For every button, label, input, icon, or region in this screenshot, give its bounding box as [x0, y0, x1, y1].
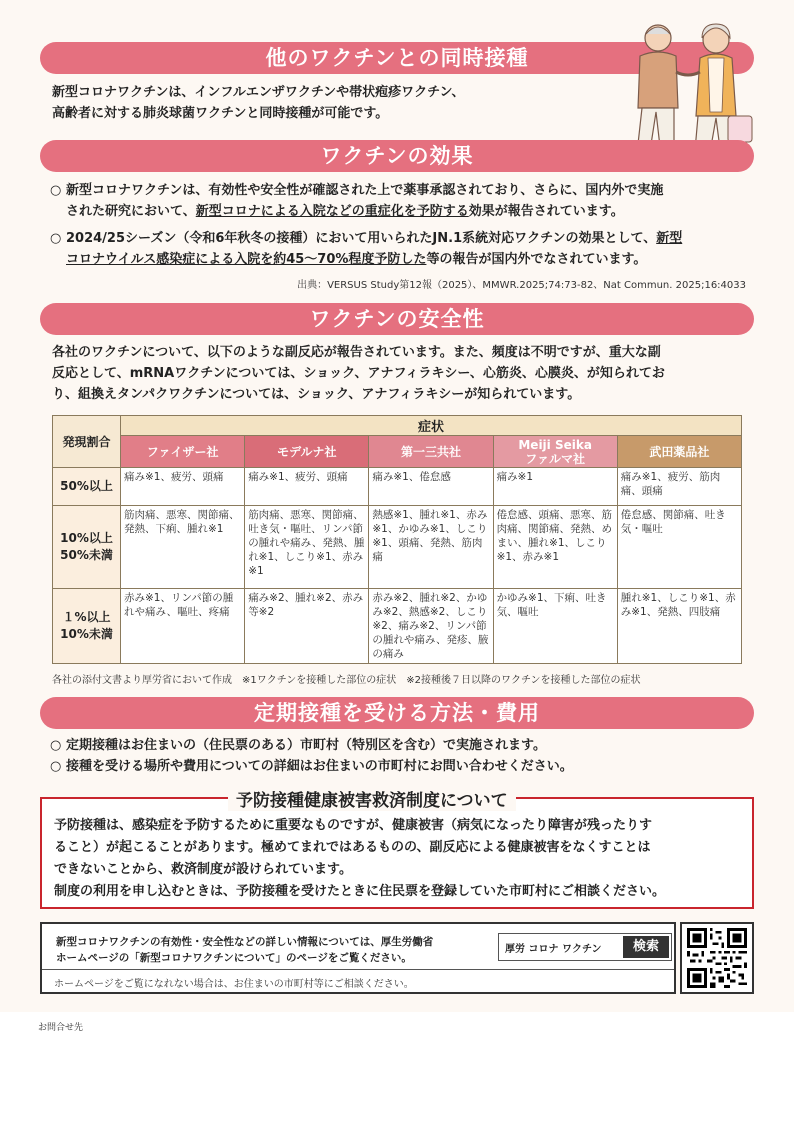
table-row [53, 589, 742, 664]
safety-text-line2: 反応として、mRNAワクチンについては、ショック、アナフィラキシー、心筋炎、心膜炎、が知られてお [52, 366, 665, 381]
effect-bullet-2-line1 [66, 228, 682, 249]
symptom-cell: 倦怠感、頭痛、悪寒、筋肉痛、関節痛、発熱、めまい、腫れ※1、しこり※1、赤み※1 [493, 506, 617, 589]
side-effects-table [52, 415, 742, 664]
symptom-cell: 赤み※2、腫れ※2、かゆみ※2、熱感※2、しこり※2、痛み※2、リンパ節の腫れや痛み、発疹、腋の痛み [369, 589, 493, 664]
bullet-circle-icon: ○ [50, 759, 62, 774]
rate-label: 10%以上 [60, 531, 113, 545]
relief-title: 予防接種健康被害救済制度について [228, 786, 516, 811]
company-header-pfizer: ファイザー社 [121, 436, 245, 468]
symptom-cell: 痛み※1 [493, 468, 617, 506]
effect-text: 等の報告が国内外でなされています。 [426, 252, 647, 267]
rate-cell [53, 589, 121, 664]
symptom-cell: 赤み※1、リンパ節の腫れや痛み、嘔吐、疼痛 [121, 589, 245, 664]
info-text-line1: 新型コロナワクチンの有効性・安全性などの詳しい情報については、厚生労働省 [56, 936, 434, 948]
info-text-line2: ホームページの「新型コロナワクチンについて」のページをご覧ください。 [56, 952, 412, 964]
bullet-circle-icon: ○ [50, 738, 62, 753]
symptom-cell: 痛み※1、疲労、筋肉痛、頭痛 [617, 468, 741, 506]
symptom-cell: 筋肉痛、悪寒、関節痛、発熱、下痢、腫れ※1 [121, 506, 245, 589]
rate-label: 50%未満 [60, 548, 113, 562]
info-sub-text: ホームページをご覧になれない場合は、お住まいの市町村等にご相談ください。 [54, 979, 414, 990]
relief-text-line1: 予防接種は、感染症を予防するために重要なものですが、健康被害（病気になったり障害が残ったりす [54, 818, 653, 833]
contact-label: お問合せ先 [38, 1023, 84, 1033]
procedure-bullet-1-text: 定期接種はお住まいの（住民票のある）市町村（特別区を含む）で実施されます。 [66, 738, 546, 753]
company-header-takeda: 武田薬品社 [617, 436, 741, 468]
effect-underlined-text: 新型 [656, 231, 683, 246]
relief-text [54, 815, 744, 903]
table-header-rate: 発現割合 [53, 416, 121, 468]
info-text [56, 934, 433, 966]
effect-bullet-1-line1: 新型コロナワクチンは、有効性や安全性が確認された上で薬事承認されており、さらに、国内外で実施 [66, 183, 664, 198]
effect-text: 2024/25シーズン（令和6年秋冬の接種）において用いられたJN.1系統対応ワクチンの効果として、 [66, 231, 657, 246]
effect-text: 効果が報告されています。 [468, 204, 624, 219]
info-box [40, 922, 676, 994]
effect-bullet-1-line2 [66, 201, 663, 222]
procedure-bullet-1 [50, 735, 750, 756]
safety-text-line1: 各社のワクチンについて、以下のような副反応が報告されています。また、頻度は不明ですが、重大な副 [52, 345, 661, 360]
simultaneous-text [52, 82, 465, 124]
safety-text-line3: り、組換えタンパクワクチンについては、ショック、アナフィラキシーが知られています。 [52, 387, 581, 402]
relief-text-line3: できないことから、救済制度が設けられています。 [54, 862, 352, 877]
effect-source: 出典：VERSUS Study第12報（2025）、MMWR.2025;74:73-82、Nat Commun. 2025;16:4033 [297, 280, 746, 291]
table-note: 各社の添付文書より厚労省において作成 ※1ワクチンを接種した部位の症状 ※2接種後７日以降のワクチンを接種した部位の症状 [52, 675, 641, 686]
table-row [53, 506, 742, 589]
rate-label: 50%以上 [60, 479, 113, 493]
simultaneous-text-line1: 新型コロナワクチンは、インフルエンザワクチンや帯状疱疹ワクチン、 [52, 85, 465, 100]
effect-bullet-2 [50, 228, 750, 270]
rate-cell [53, 506, 121, 589]
effect-bullets [50, 180, 750, 270]
effect-bullet-2-line2 [66, 249, 682, 270]
relief-text-line4: 制度の利用を申し込むときは、予防接種を受けたときに住民票を登録していた市町村にご相談ください。 [54, 884, 666, 899]
company-header-daiichi: 第一三共社 [369, 436, 493, 468]
search-box[interactable] [498, 933, 672, 961]
symptom-cell: 筋肉痛、悪寒、関節痛、吐き気・嘔吐、リンパ節の腫れや痛み、発熱、腫れ※1、しこり※1、赤み※1 [245, 506, 369, 589]
effect-underlined-text: コロナウイルス感染症による入院を約45～70%程度予防した [66, 252, 427, 267]
effect-bullet-1 [50, 180, 750, 222]
bullet-circle-icon: ○ [50, 183, 62, 198]
symptom-cell: 痛み※1、倦怠感 [369, 468, 493, 506]
effect-text: された研究において、 [66, 204, 196, 219]
rate-label: １%以上 [62, 610, 111, 624]
symptom-cell: 痛み※1、疲労、頭痛 [121, 468, 245, 506]
bullet-circle-icon: ○ [50, 231, 62, 246]
procedure-bullets [50, 735, 750, 777]
symptom-cell: 倦怠感、関節痛、吐き気・嘔吐 [617, 506, 741, 589]
table-row [53, 468, 742, 506]
symptom-cell: 熱感※1、腫れ※1、赤み※1、かゆみ※1、しこり※1、頭痛、発熱、筋肉痛 [369, 506, 493, 589]
company-header-meiji-line1: Meiji Seika [518, 437, 592, 452]
search-term: 厚労 コロナ ワクチン [505, 943, 602, 955]
procedure-bullet-2-text: 接種を受ける場所や費用についての詳細はお住まいの市町村にお問い合わせください。 [66, 759, 573, 774]
company-header-meiji [493, 436, 617, 468]
procedure-bullet-2 [50, 756, 750, 777]
section-title-simultaneous: 他のワクチンとの同時接種 [40, 42, 754, 74]
section-title-safety: ワクチンの安全性 [40, 303, 754, 335]
simultaneous-text-line2: 高齢者に対する肺炎球菌ワクチンと同時接種が可能です。 [52, 106, 389, 121]
symptom-cell: 腫れ※1、しこり※1、赤み※1、発熱、四肢痛 [617, 589, 741, 664]
company-header-meiji-line2: ファルマ社 [525, 451, 586, 466]
qr-code-box [680, 922, 754, 994]
info-divider [42, 969, 674, 970]
symptom-cell: 痛み※2、腫れ※2、赤み等※2 [245, 589, 369, 664]
section-title-procedure: 定期接種を受ける方法・費用 [40, 697, 754, 729]
rate-label: 10%未満 [60, 627, 113, 641]
effect-underlined-text: 新型コロナによる入院などの重症化を予防する [195, 204, 469, 219]
table-header-symptoms: 症状 [121, 416, 742, 436]
rate-cell [53, 468, 121, 506]
section-title-effect: ワクチンの効果 [40, 140, 754, 172]
company-header-moderna: モデルナ社 [245, 436, 369, 468]
relief-text-line2: ること）が起こることがあります。極めてまれではあるものの、副反応による健康被害をなくすことは [54, 840, 651, 855]
symptom-cell: かゆみ※1、下痢、吐き気、嘔吐 [493, 589, 617, 664]
safety-text [52, 342, 665, 405]
symptom-cell: 痛み※1、疲労、頭痛 [245, 468, 369, 506]
qr-code-icon[interactable] [686, 928, 748, 988]
search-button[interactable]: 検索 [623, 936, 669, 958]
